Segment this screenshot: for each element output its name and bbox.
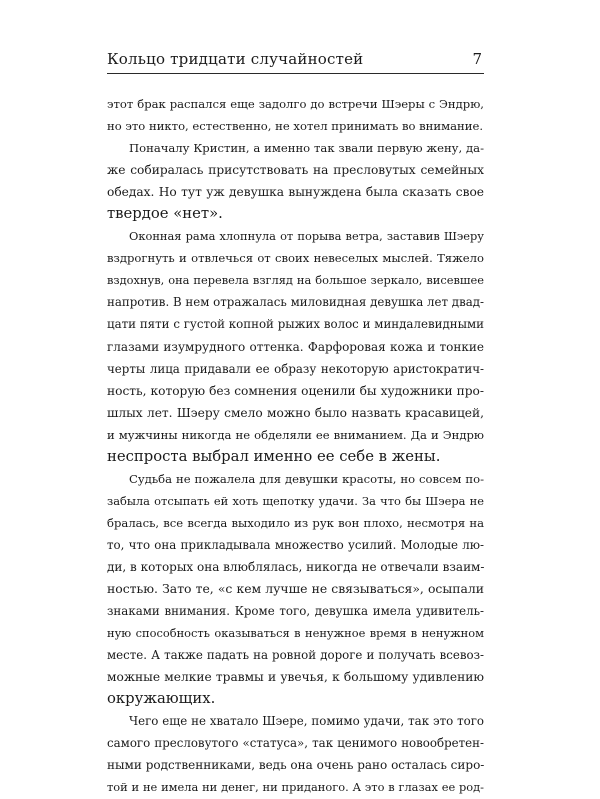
text-line: забыла отсыпать ей хоть щепотку удачи. За что бы Шэера не: [107, 493, 484, 508]
text-line: цати пяти с густой копной рыжих волос и миндалевидными: [107, 317, 484, 332]
text-line: ными родственниками, ведь она очень рано осталась сиро-: [107, 758, 485, 773]
text-line: вздрогнуть и отвлечься от своих невеселых мыслей. Тяжело: [107, 251, 484, 266]
text-line: ди, в которых она влюблялась, никогда не отвечали взаим-: [107, 559, 485, 574]
text-line: твердое «нет».: [107, 205, 223, 223]
paragraph-3: [107, 225, 484, 468]
paragraph-1: [107, 93, 484, 137]
text-line: бралась, все всегда выходило из рук вон плохо, несмотря на: [107, 515, 484, 530]
text-line: окружающих.: [107, 690, 216, 708]
text-line: глазами изумрудного оттенка. Фарфоровая кожа и тонкие: [107, 339, 484, 354]
text-line: ную способность оказываться в ненужное время в ненужном: [107, 626, 484, 641]
text-line: самого пресловутого «статуса», так ценимого новообретен-: [107, 736, 484, 751]
paragraph-4: [107, 468, 484, 711]
text-line: Судьба не пожалела для девушки красоты, но совсем по-: [129, 471, 484, 486]
text-line: этот брак распался еще задолго до встречи Шэеры с Эндрю,: [107, 97, 484, 111]
text-line: знаками внимания. Кроме того, девушка имела удивитель-: [107, 604, 484, 619]
text-line: неспроста выбрал именно ее себе в жены.: [107, 447, 441, 465]
text-line: Поначалу Кристин, а именно так звали первую жену, да-: [129, 141, 484, 156]
text-line: черты лица придавали ее образу некоторую аристократич-: [107, 361, 484, 376]
page-number: 7: [472, 50, 482, 68]
text-line: Чего еще не хватало Шэере, помимо удачи, так это того: [129, 714, 484, 729]
text-line: обедах. Но тут уж девушка вынуждена была сказать свое: [107, 185, 484, 200]
text-line: но это никто, естественно, не хотел принимать во внимание.: [107, 119, 484, 134]
text-line: и мужчины никогда не обделяли ее вниманием. Да и Эндрю: [107, 427, 484, 442]
text-line: месте. А также падать на ровной дороге и получать всевоз-: [107, 648, 484, 663]
text-line: шлых лет. Шэеру смело можно было назвать красавицей,: [107, 405, 484, 420]
header-divider: [107, 73, 484, 74]
text-line: ность, которую без сомнения оценили бы художники про-: [107, 383, 484, 398]
paragraph-5: [107, 710, 484, 798]
text-line: той и не имела ни денег, ни приданого. А это в глазах ее род-: [107, 780, 484, 795]
paragraph-2: [107, 137, 484, 225]
body-text: [107, 93, 484, 799]
text-line: то, что она прикладывала множество усилий. Молодые лю-: [107, 537, 484, 552]
text-line: вздохнув, она перевела взгляд на большое зеркало, висевшее: [107, 273, 484, 288]
text-line: напротив. В нем отражалась миловидная девушка лет двад-: [107, 295, 484, 310]
text-line: ностью. Зато те, «с кем лучше не связываться», осыпали: [107, 581, 484, 597]
text-line: Оконная рама хлопнула от порыва ветра, заставив Шэеру: [129, 229, 484, 244]
text-line: можные мелкие травмы и увечья, к большому удивлению: [107, 670, 484, 685]
text-line: же собиралась присутствовать на пресловутых семейных: [107, 163, 484, 178]
running-header-title: Кольцо тридцати случайностей: [107, 50, 364, 68]
running-header: [107, 44, 484, 78]
